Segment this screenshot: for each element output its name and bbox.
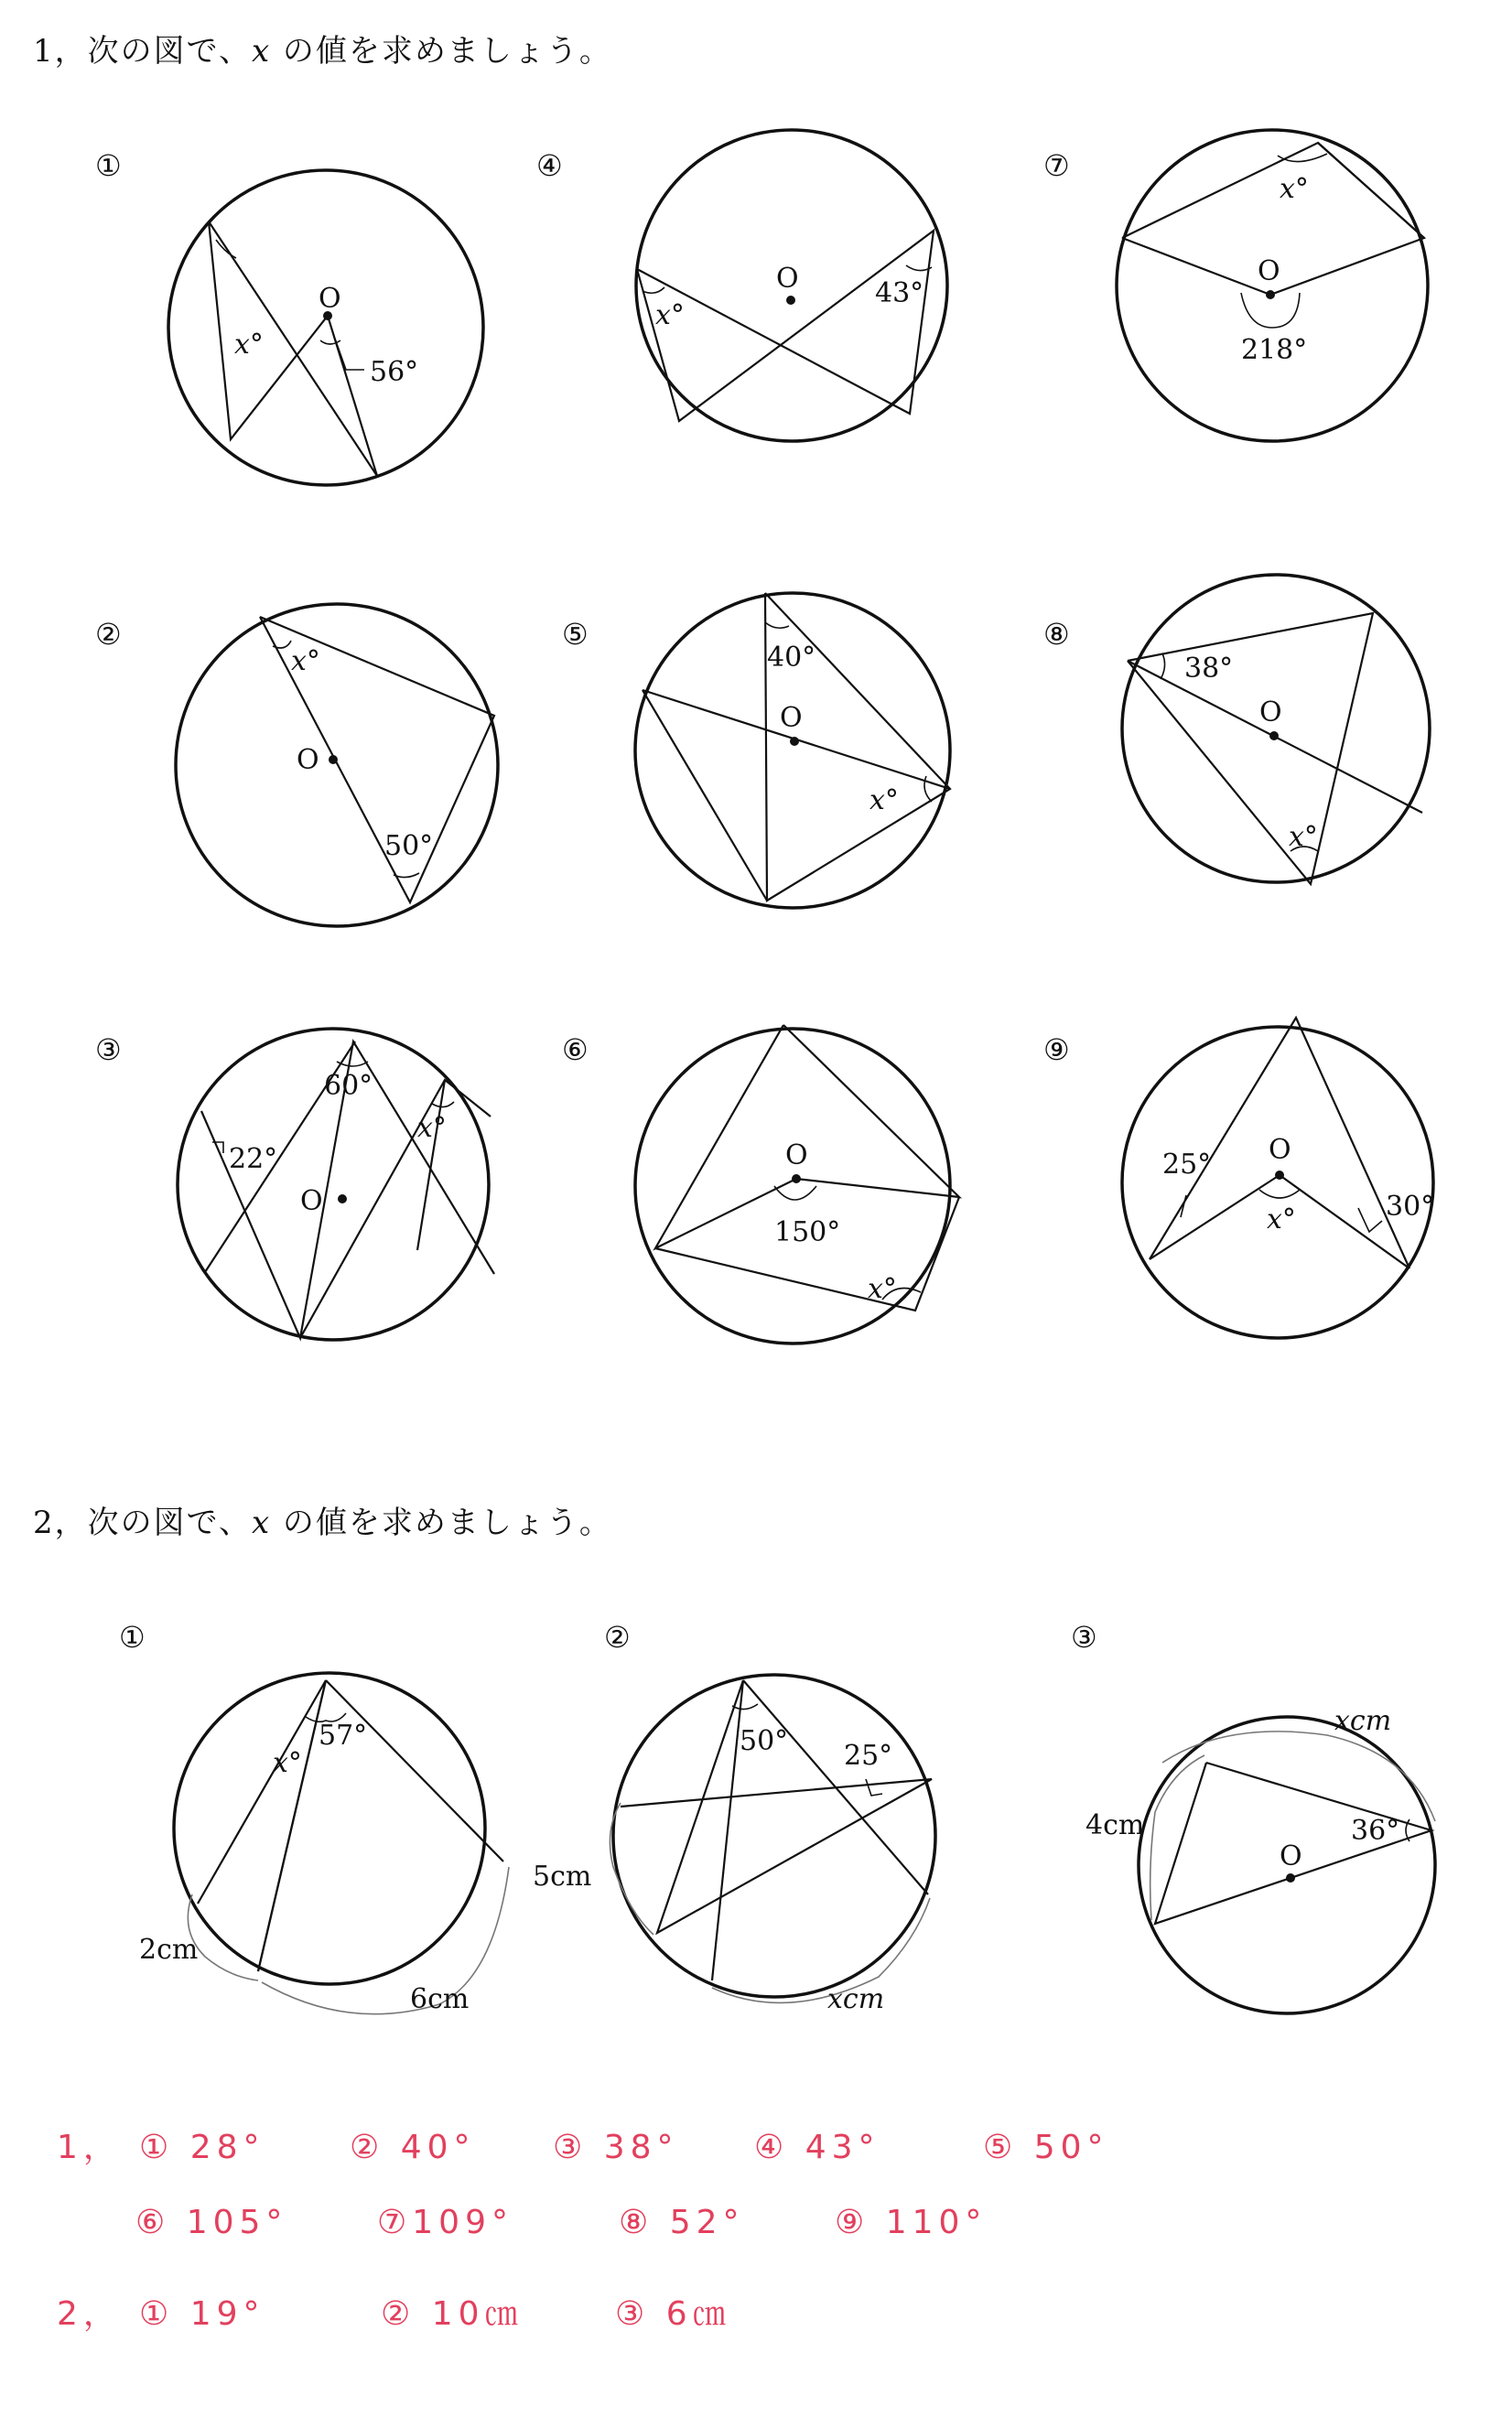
figure-1-9 xyxy=(1043,1018,1434,1338)
arc-bracket-xcm xyxy=(712,1898,930,2002)
angle-mark xyxy=(924,776,932,802)
angle-label: x° xyxy=(417,1112,447,1144)
answer-item: ⑧ 52° xyxy=(619,2204,745,2241)
angle-mark xyxy=(1259,1190,1300,1198)
angle-label: x° xyxy=(273,1747,302,1779)
answer-item: ② 40° xyxy=(350,2129,476,2166)
figure-1-2 xyxy=(95,604,498,926)
center-label: O xyxy=(780,702,803,734)
angle-label: 150° xyxy=(774,1216,841,1248)
angle-mark xyxy=(432,1102,454,1107)
center-point xyxy=(790,737,799,746)
circle xyxy=(168,170,483,485)
arc-bracket-4cm xyxy=(1150,1755,1204,1920)
circle xyxy=(1122,1027,1433,1338)
answers-row-2 xyxy=(135,2204,987,2241)
figure-label: ② xyxy=(604,1620,631,1655)
angle-label: 50° xyxy=(740,1725,789,1757)
answer-section-label: 1， xyxy=(57,2129,122,2166)
figure-label: ⑧ xyxy=(1043,617,1070,652)
figure-label: ⑥ xyxy=(562,1032,589,1067)
angle-label: 22° xyxy=(229,1143,278,1175)
angle-label: 25° xyxy=(844,1740,893,1772)
center-label: O xyxy=(776,263,799,295)
chord-line xyxy=(1318,143,1424,238)
angle-label: x° xyxy=(869,784,899,816)
angle-label: 43° xyxy=(875,277,924,309)
answer-item: ③ 38° xyxy=(553,2129,679,2166)
center-point xyxy=(329,755,338,764)
chord-lines-a xyxy=(765,593,950,901)
figure-label: ⑤ xyxy=(562,617,589,652)
figure-label: ③ xyxy=(1071,1620,1097,1655)
angle-mark xyxy=(1161,653,1165,679)
figure-label: ⑨ xyxy=(1043,1032,1070,1067)
center-point xyxy=(338,1194,347,1203)
figure-1-5 xyxy=(562,593,950,908)
figure-1-7 xyxy=(1043,130,1428,441)
answer-item: ① 19° xyxy=(139,2295,265,2333)
circle xyxy=(635,1029,950,1343)
length-label: xcm xyxy=(827,1983,885,2015)
figure-2-1 xyxy=(119,1620,509,2015)
center-point xyxy=(1275,1171,1284,1180)
center-point xyxy=(1269,731,1279,740)
angle-label: 56° xyxy=(370,356,419,388)
figure-label: ② xyxy=(95,617,122,652)
length-label: 6cm xyxy=(410,1983,470,2015)
answer-item: ② 10㎝ xyxy=(381,2295,524,2333)
angle-label: x° xyxy=(234,329,264,361)
arc-bracket-2cm xyxy=(188,1894,258,1980)
figure-1-8 xyxy=(1043,575,1430,884)
section1-heading: 1，次の図で、𝑥 の値を求めましょう。 xyxy=(33,33,612,70)
center-point xyxy=(1266,290,1275,299)
center-label: O xyxy=(319,283,341,315)
chord-lines xyxy=(1128,613,1373,884)
chord-line xyxy=(643,690,767,901)
answer-item: ① 28° xyxy=(139,2129,265,2166)
angle-mark xyxy=(643,287,664,293)
angle-label: x° xyxy=(1280,173,1309,205)
figure-1-1 xyxy=(95,148,483,485)
answer-section-label: 2， xyxy=(57,2295,122,2333)
length-label: 2cm xyxy=(139,1934,199,1966)
right-angle-mark xyxy=(1358,1208,1382,1232)
angle-label: x° xyxy=(1267,1203,1296,1235)
figure-1-6 xyxy=(562,1025,959,1343)
figure-1-3 xyxy=(95,1029,494,1340)
center-point xyxy=(792,1174,801,1183)
circle xyxy=(613,1675,935,1997)
figure-label: ① xyxy=(95,148,122,183)
angle-label: 38° xyxy=(1184,653,1234,685)
length-label: 4cm xyxy=(1085,1809,1145,1841)
center-label: O xyxy=(1269,1134,1291,1166)
angle-label: 25° xyxy=(1162,1149,1212,1181)
answer-item: ⑦109° xyxy=(377,2204,513,2241)
angle-label: 50° xyxy=(384,830,434,862)
angle-label: 218° xyxy=(1241,334,1308,366)
center-label: O xyxy=(297,744,319,776)
figure-label: ⑦ xyxy=(1043,148,1070,183)
figure-label: ④ xyxy=(536,148,563,183)
circle xyxy=(1122,575,1430,882)
right-angle-mark xyxy=(866,1779,882,1796)
angle-label: 36° xyxy=(1351,1815,1400,1847)
answers-row-3 xyxy=(57,2288,731,2335)
angle-label: 30° xyxy=(1386,1191,1435,1223)
angle-mark xyxy=(765,622,789,628)
circle xyxy=(635,593,950,908)
answers-row-1 xyxy=(57,2121,1109,2168)
arc-bracket-xcm xyxy=(1162,1732,1435,1821)
answer-item: ③ 6㎝ xyxy=(615,2295,731,2333)
center-label: O xyxy=(1280,1840,1302,1872)
figure-2-2 xyxy=(533,1620,935,2015)
figure-2-3 xyxy=(1071,1620,1435,2013)
angle-label: x° xyxy=(291,645,320,677)
angle-label: x° xyxy=(1289,821,1318,853)
angle-label: x° xyxy=(655,299,685,331)
length-label: 5cm xyxy=(533,1861,592,1893)
center-point xyxy=(1286,1873,1295,1883)
angle-label: 40° xyxy=(767,642,816,674)
answer-item: ⑤ 50° xyxy=(983,2129,1109,2166)
center-label: O xyxy=(1258,255,1280,287)
figure-1-4 xyxy=(536,130,947,441)
length-label: xcm xyxy=(1334,1705,1392,1737)
angle-mark xyxy=(774,1186,816,1200)
answer-item: ④ 43° xyxy=(754,2129,880,2166)
angle-label: x° xyxy=(868,1273,897,1305)
angle-mark xyxy=(732,1704,758,1710)
angle-label: 57° xyxy=(319,1720,368,1752)
center-label: O xyxy=(1259,696,1282,728)
center-label: O xyxy=(300,1185,323,1217)
center-point xyxy=(786,296,795,305)
figure-label: ① xyxy=(119,1620,146,1655)
figure-label: ③ xyxy=(95,1032,122,1067)
chord-lines-b xyxy=(655,1197,959,1311)
angle-mark xyxy=(394,873,419,878)
chord-lines-b xyxy=(300,1080,491,1338)
chord-line xyxy=(258,1680,326,1971)
answer-item: ⑥ 105° xyxy=(135,2204,288,2241)
angle-label: 60° xyxy=(324,1070,373,1102)
center-label: O xyxy=(785,1139,808,1171)
section2-heading: 2，次の図で、𝑥 の値を求めましょう。 xyxy=(33,1505,612,1541)
answer-item: ⑨ 110° xyxy=(835,2204,988,2241)
